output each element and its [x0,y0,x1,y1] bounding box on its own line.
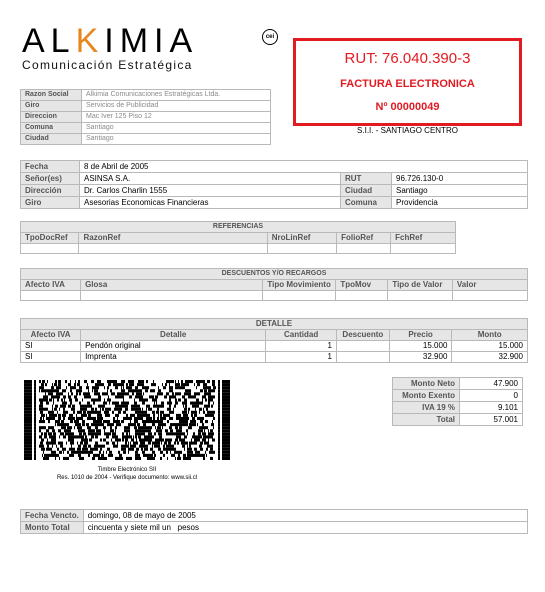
detail-table [20,318,528,363]
direccion-value: Dr. Carlos Charlin 1555 [80,185,341,197]
senor-value: ASINSA S.A. [80,173,341,185]
issuer-row [21,123,271,134]
logo-prefix: AL [22,22,76,60]
issuer-row [21,112,271,123]
logo-subtitle: Comunicación Estratégica [22,58,193,72]
issuer-field-label: Giro [21,101,82,112]
detail-cell-cantidad: 1 [266,341,337,352]
detail-cell-monto: 32.900 [452,352,528,363]
detail-row [21,352,528,363]
receiver-table [20,160,528,209]
document-number: Nº 00000049 [375,101,440,113]
issuer-table [20,89,271,145]
issuer-row [21,101,271,112]
giro-label: Giro [21,197,80,209]
references-cell [79,244,267,254]
discounts-column-header: Glosa [81,280,263,291]
totals-value: 47.900 [460,378,523,390]
references-column-header: NroLinRef [267,233,336,244]
references-column-header: RazonRef [79,233,267,244]
detail-column-header: Afecto IVA [21,330,81,341]
logo-wordmark [22,22,198,61]
totals-table [392,377,523,426]
references-cell [391,244,456,254]
detail-cell-detalle: Pendón original [81,341,266,352]
totals-value: 9.101 [460,402,523,414]
detail-column-header: Cantidad [266,330,337,341]
references-column-header: FchRef [391,233,456,244]
totals-label: Total [393,414,460,426]
discounts-column-header: TpoMov [336,280,388,291]
references-cell [21,244,79,254]
rut-label: RUT [341,173,392,185]
footer-table [20,509,528,534]
references-cell [337,244,391,254]
monto-total-label: Monto Total [21,522,84,534]
discounts-column-header: Tipo Movimiento [263,280,336,291]
detail-cell-detalle: Imprenta [81,352,266,363]
detail-cell-monto: 15.000 [452,341,528,352]
timbre-text [24,466,230,482]
references-title: REFERENCIAS [21,222,456,233]
totals-value: 57.001 [460,414,523,426]
senor-label: Señor(es) [21,173,80,185]
document-type: FACTURA ELECTRONICA [340,78,475,90]
issuer-field-value: Mac Iver 125 Piso 12 [82,112,271,123]
detail-column-header: Detalle [81,330,266,341]
issuer-field-value: Santiago [82,123,271,134]
document-id-box [293,38,522,126]
issuer-field-value: Santiago [82,134,271,145]
totals-label: Monto Neto [393,378,460,390]
logo-k: K [75,22,105,60]
detail-cell-descuento [337,352,390,363]
issuer-field-value: Servicios de Publicidad [82,101,271,112]
detail-column-header: Precio [389,330,452,341]
issuer-field-value: Alkimia Comunicaciones Estratégicas Ltda. [82,90,271,101]
issuer-field-label: Razon Social [21,90,82,101]
discounts-cell [21,291,81,301]
totals-label: IVA 19 % [393,402,460,414]
totals-row [393,378,523,390]
monto-total-value: cincuenta y siete mil un pesos [83,522,527,534]
detail-column-header: Descuento [337,330,390,341]
fecha-value: 8 de Abril de 2005 [80,161,528,173]
ciudad-label: Ciudad [341,185,392,197]
issuer-field-label: Comuna [21,123,82,134]
totals-row [393,402,523,414]
detail-cell-afecto: SI [21,341,81,352]
totals-value: 0 [460,390,523,402]
logo-badge-icon: cei [262,29,278,45]
discounts-cell [81,291,263,301]
direccion-label: Dirección [21,185,80,197]
discounts-cell [336,291,388,301]
issuer-field-label: Ciudad [21,134,82,145]
references-cell [267,244,336,254]
detail-title: DETALLE [21,319,528,330]
detail-cell-precio: 32.900 [389,352,452,363]
issuer-row [21,90,271,101]
totals-row [393,390,523,402]
vencto-value: domingo, 08 de mayo de 2005 [83,510,527,522]
logo-suffix: IMIA [104,22,199,60]
discounts-table [20,268,528,301]
comuna-value: Providencia [392,197,528,209]
detail-row [21,341,528,352]
giro-value: Asesorias Economicas Financieras [80,197,341,209]
discounts-column-header: Tipo de Valor [388,280,453,291]
totals-label: Monto Exento [393,390,460,402]
references-table [20,221,456,254]
vencto-label: Fecha Vencto. [21,510,84,522]
discounts-cell [388,291,453,301]
rut-value: 96.726.130-0 [392,173,528,185]
discounts-title: DESCUENTOS Y/O RECARGOS [21,269,528,280]
company-logo [22,22,282,74]
detail-cell-cantidad: 1 [266,352,337,363]
fecha-label: Fecha [21,161,80,173]
timbre-line-1: Timbre Electrónico SII [97,467,157,473]
detail-cell-precio: 15.000 [389,341,452,352]
discounts-column-header: Valor [452,280,527,291]
references-column-header: TpoDocRef [21,233,79,244]
barcode-icon [24,380,230,460]
comuna-label: Comuna [341,197,392,209]
detail-cell-descuento [337,341,390,352]
discounts-cell [452,291,527,301]
totals-row [393,414,523,426]
issuer-field-label: Direccion [21,112,82,123]
issuer-row [21,134,271,145]
discounts-column-header: Afecto IVA [21,280,81,291]
detail-column-header: Monto [452,330,528,341]
discounts-cell [263,291,336,301]
sii-office: S.I.I. - SANTIAGO CENTRO [357,126,458,135]
references-column-header: FolioRef [337,233,391,244]
issuer-rut: RUT: 76.040.390-3 [344,50,471,67]
detail-cell-afecto: SI [21,352,81,363]
timbre-line-2: Res. 1010 de 2004 - Verifique documento: www.sii.cl [56,475,198,481]
ciudad-value: Santiago [392,185,528,197]
